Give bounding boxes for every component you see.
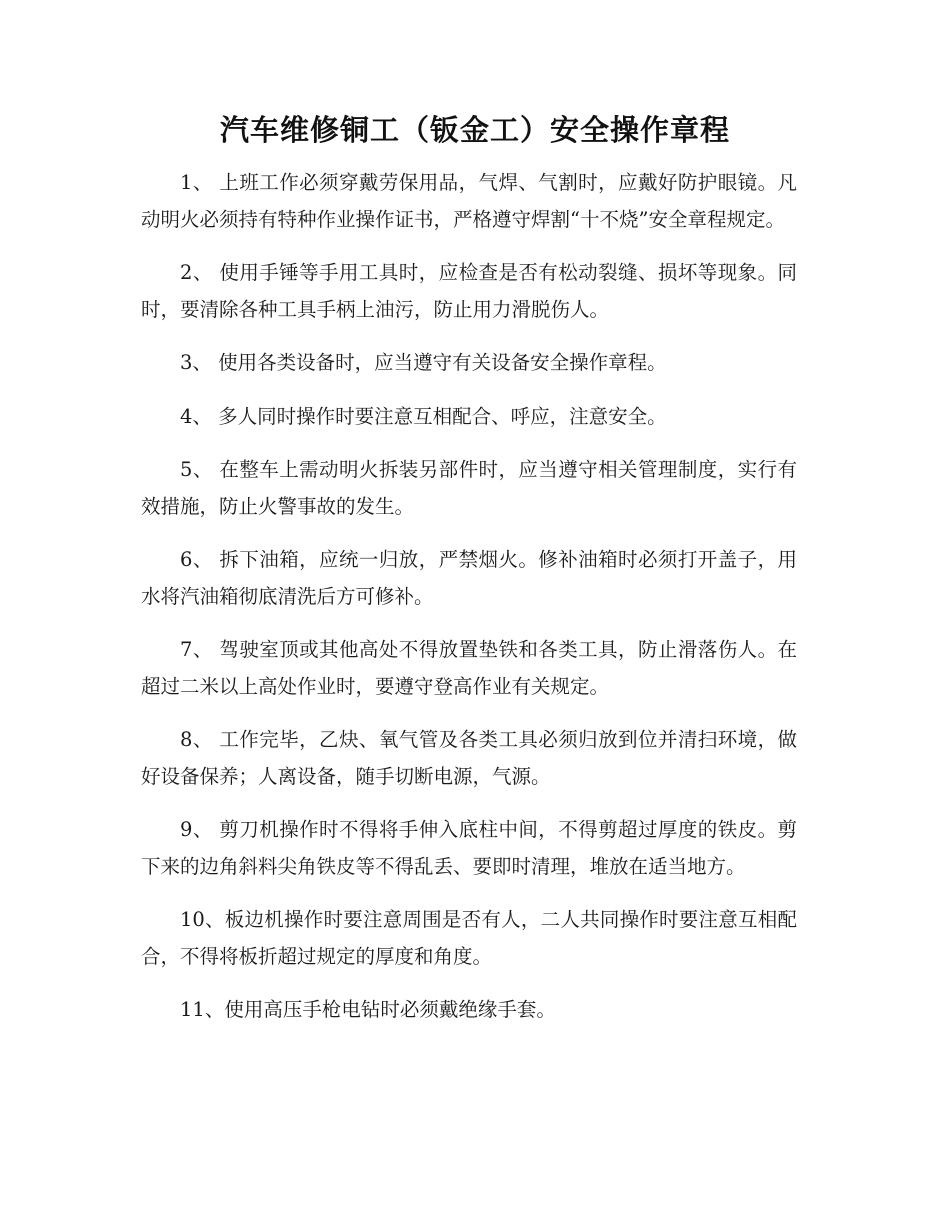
rule-paragraph-7: 7、 驾驶室顶或其他高处不得放置垫铁和各类工具，防止滑落伤人。在超过二米以上高处作业时，要遵守登高作业有关规定。 [141, 638, 797, 698]
document-title: 汽车维修铜工（钣金工）安全操作章程 [219, 113, 730, 147]
rule-paragraph-6: 6、 拆下油箱，应统一归放，严禁烟火。修补油箱时必须打开盖子，用水将汽油箱彻底清洗后方可修补。 [141, 548, 797, 608]
rule-paragraph-9: 9、 剪刀机操作时不得将手伸入底柱中间，不得剪超过厚度的铁皮。剪下来的边角斜料尖角铁皮等不得乱丢、要即时清理，堆放在适当地方。 [141, 818, 797, 878]
rule-paragraph-8: 8、 工作完毕，乙炔、氧气管及各类工具必须归放到位并清扫环境，做好设备保养；人离设备，随手切断电源，气源。 [141, 728, 797, 788]
rule-paragraph-10: 10、板边机操作时要注意周围是否有人，二人共同操作时要注意互相配合，不得将板折超过规定的厚度和角度。 [141, 908, 797, 968]
rule-paragraph-1: 1、 上班工作必须穿戴劳保用品，气焊、气割时，应戴好防护眼镜。凡动明火必须持有特种作业操作证书，严格遵守焊割“十不烧”安全章程规定。 [141, 171, 797, 231]
document-body [141, 165, 797, 1046]
rule-paragraph-3: 3、 使用各类设备时，应当遵守有关设备安全操作章程。 [180, 351, 667, 374]
rule-paragraph-4: 4、 多人同时操作时要注意互相配合、呼应，注意安全。 [180, 404, 667, 428]
rule-paragraph-2: 2、 使用手锤等手用工具时，应检查是否有松动裂缝、损坏等现象。同时，要清除各种工具手柄上油污，防止用力滑脱伤人。 [141, 261, 797, 321]
rule-paragraph-11: 11、使用高压手枪电钻时必须戴绝缘手套。 [180, 998, 556, 1021]
rule-paragraph-5: 5、 在整车上需动明火拆装另部件时，应当遵守相关管理制度，实行有效措施，防止火警事故的发生。 [141, 458, 797, 518]
